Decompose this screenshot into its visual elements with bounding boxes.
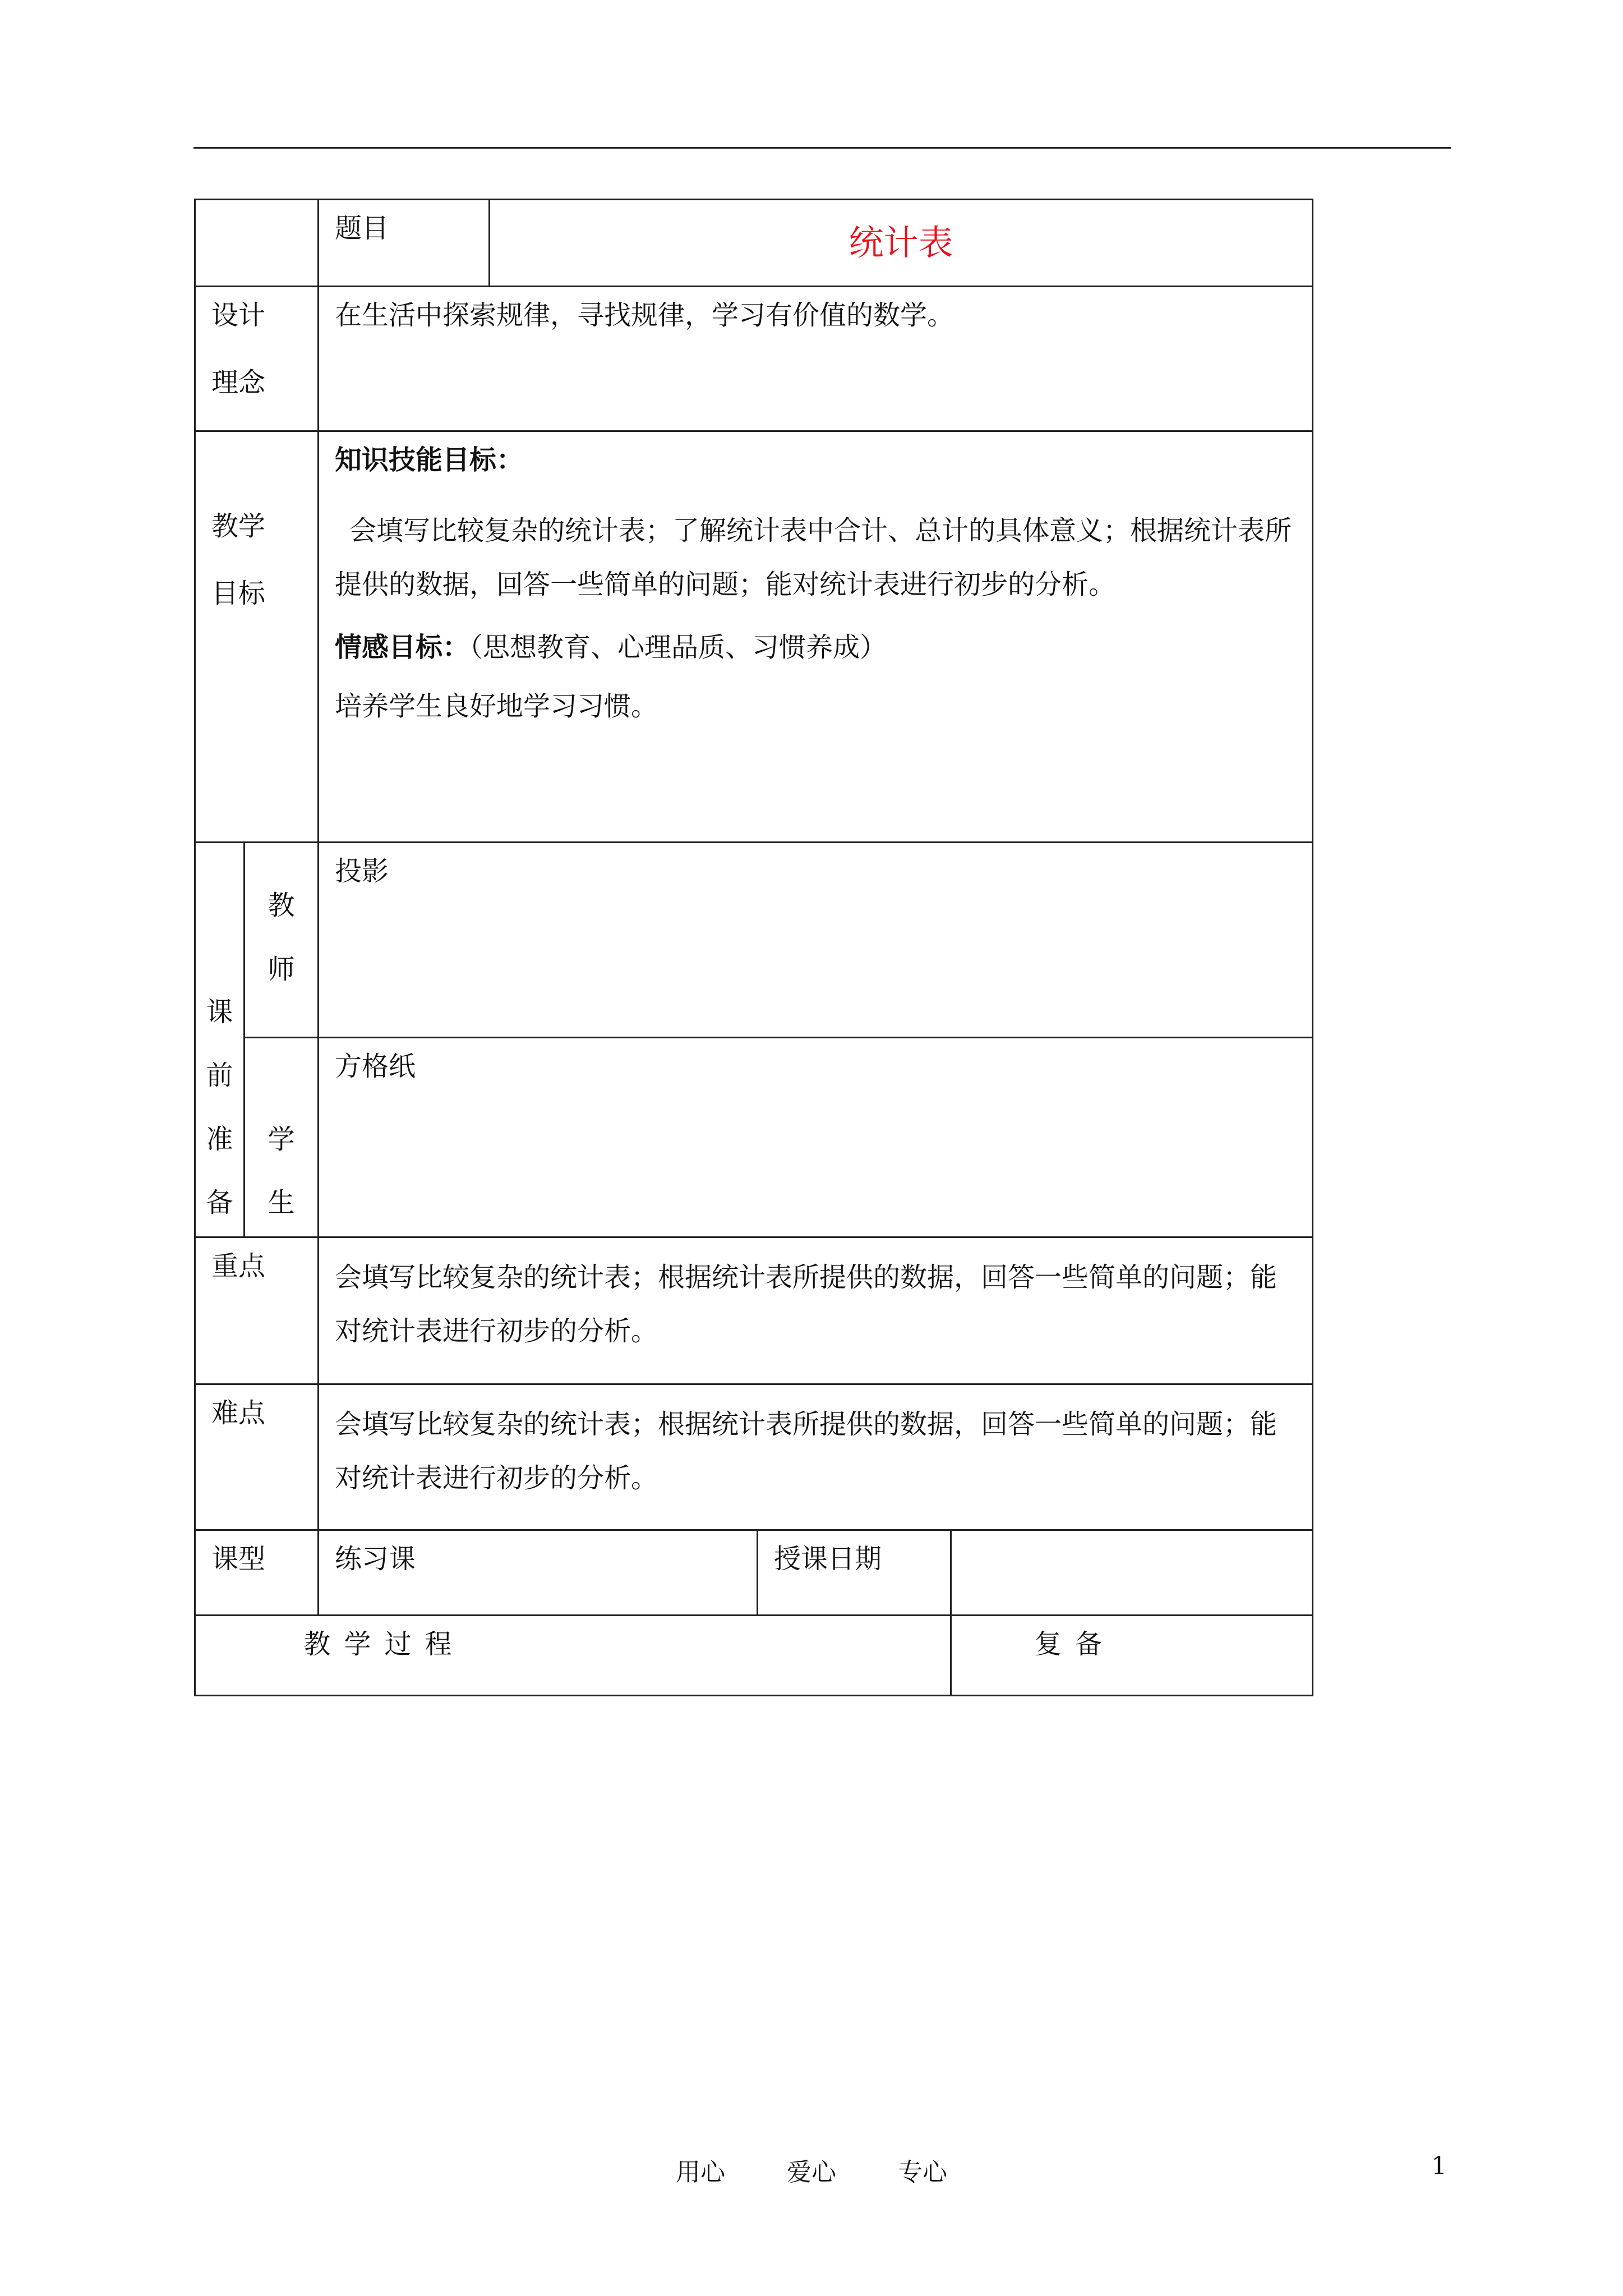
date-value [951,1530,1313,1616]
review-label: 复备 [951,1616,1313,1696]
type-row [195,1530,1313,1616]
goals-content [319,431,1313,843]
knowledge-heading: 知识技能目标： [335,444,524,476]
page-footer [0,2152,1623,2188]
footer-word: 用心 [676,2158,725,2187]
key-label: 重点 [195,1237,319,1384]
prep-student-row [195,1038,1313,1237]
date-label: 授课日期 [758,1530,951,1616]
footer-word: 爱心 [787,2158,836,2187]
emotion-text: 培养学生良好地学习习惯。 [335,691,658,723]
knowledge-text: 会填写比较复杂的统计表；了解统计表中合计、总计的具体意义；根据统计表所提供的数据，回答一些简单的问题；能对统计表进行初步的分析。 [335,514,1292,600]
type-label: 课型 [195,1530,319,1616]
goals-label: 教学 目标 [195,431,319,843]
header-rule [193,147,1451,149]
title-row [195,200,1313,287]
student-text: 方格纸 [319,1038,1313,1237]
design-row [195,287,1313,431]
teacher-label: 教 师 [245,843,319,1038]
teacher-text: 投影 [319,843,1313,1038]
title-label: 题目 [319,200,490,287]
difficulty-text: 会填写比较复杂的统计表；根据统计表所提供的数据，回答一些简单的问题；能对统计表进行初步的分析。 [319,1384,1313,1530]
emotion-heading: 情感目标：（思想教育、心理品质、习惯养成） [335,631,887,663]
lesson-title: 统计表 [490,200,1313,287]
student-label: 学 生 [245,1038,319,1237]
lesson-plan-table [194,199,1313,1696]
prep-label: 课 前 准 备 [195,843,245,1237]
footer-word: 专心 [898,2158,947,2187]
key-row [195,1237,1313,1384]
design-text: 在生活中探索规律，寻找规律，学习有价值的数学。 [319,287,1313,431]
design-label: 设计 理念 [195,287,319,431]
key-text: 会填写比较复杂的统计表；根据统计表所提供的数据，回答一些简单的问题；能对统计表进行初步的分析。 [319,1237,1313,1384]
goals-row [195,431,1313,843]
type-value: 练习课 [319,1530,758,1616]
difficulty-label: 难点 [195,1384,319,1530]
title-row-blank [195,200,319,287]
page-number: 1 [1431,2152,1447,2180]
process-row [195,1616,1313,1696]
process-label: 教学过程 [195,1616,951,1696]
difficulty-row [195,1384,1313,1530]
prep-teacher-row [195,843,1313,1038]
